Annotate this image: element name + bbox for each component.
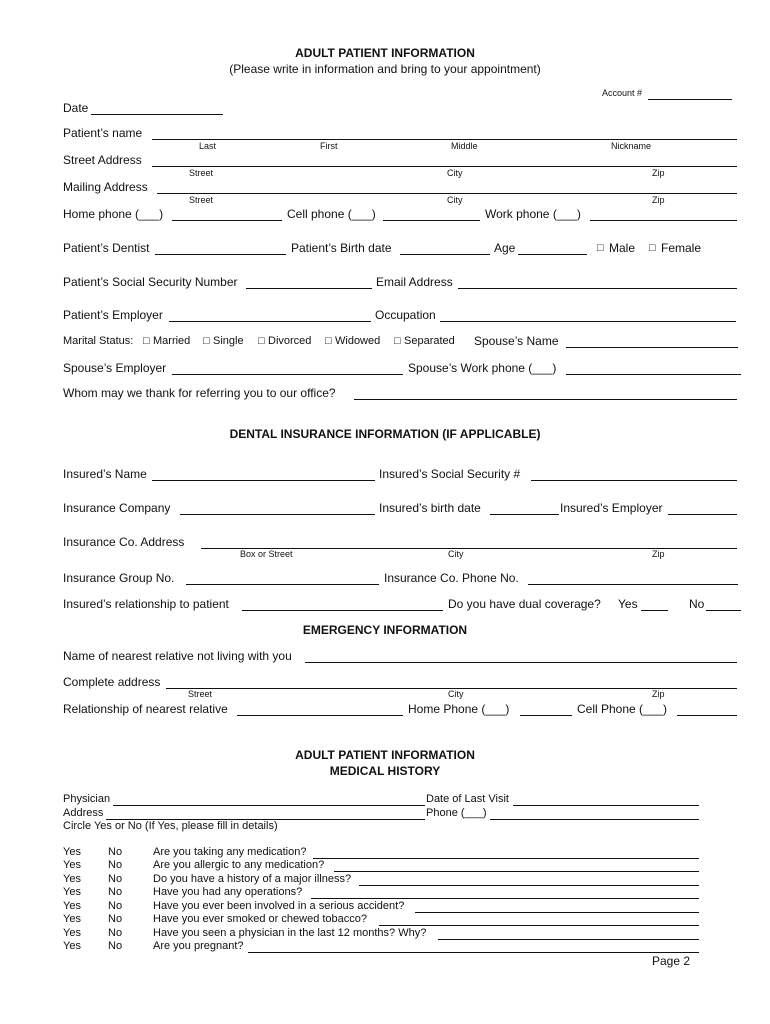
q5-yes[interactable]: Yes	[63, 900, 81, 912]
age-field[interactable]	[518, 254, 587, 255]
relative-cell-phone-field[interactable]	[677, 715, 737, 716]
ins-addr-sub-city: City	[448, 549, 464, 559]
q7-field[interactable]	[438, 939, 699, 940]
dual-coverage-yes[interactable]: Yes	[618, 597, 638, 611]
widowed-checkbox[interactable]: □	[325, 335, 332, 347]
q4-no[interactable]: No	[108, 886, 123, 898]
q5-text: Have you ever been involved in a serious accident?	[153, 900, 405, 912]
mailing-sub-zip: Zip	[652, 195, 665, 205]
relative-home-phone-field[interactable]	[520, 715, 572, 716]
form-title: ADULT PATIENT INFORMATION	[295, 46, 475, 60]
form-subtitle: (Please write in information and bring to your appointment)	[229, 62, 541, 76]
name-sub-last: Last	[199, 141, 217, 151]
dual-coverage-no[interactable]: No	[689, 597, 705, 611]
insured-employer-field[interactable]	[668, 514, 737, 515]
emg-addr-sub-zip: Zip	[652, 689, 665, 699]
married-label: Married	[153, 335, 191, 347]
birth-date-field[interactable]	[400, 254, 490, 255]
page-number: Page 2	[652, 954, 691, 968]
birth-date-label: Patient’s Birth date	[291, 241, 392, 255]
name-sub-first: First	[320, 141, 338, 151]
single-label: Single	[213, 335, 244, 347]
q2-field[interactable]	[334, 871, 699, 872]
q7-yes[interactable]: Yes	[63, 927, 81, 939]
q3-yes[interactable]: Yes	[63, 873, 81, 885]
work-phone-field[interactable]	[590, 220, 737, 221]
q2-no[interactable]: No	[108, 859, 123, 871]
spouse-employer-label: Spouse’s Employer	[63, 361, 167, 375]
home-phone-field[interactable]	[172, 220, 282, 221]
medical-address-label: Address	[63, 807, 104, 819]
male-checkbox[interactable]: □	[597, 242, 604, 254]
insurance-heading: DENTAL INSURANCE INFORMATION (IF APPLICABLE)	[229, 427, 541, 441]
medical-title: ADULT PATIENT INFORMATION	[295, 748, 475, 762]
q5-field[interactable]	[415, 912, 699, 913]
ins-addr-sub-street: Box or Street	[240, 549, 293, 559]
name-sub-nickname: Nickname	[611, 141, 652, 151]
q6-field[interactable]	[379, 925, 699, 926]
nearest-relative-label: Name of nearest relative not living with you	[63, 649, 292, 663]
group-no-field[interactable]	[186, 584, 379, 585]
insurance-phone-label: Insurance Co. Phone No.	[384, 571, 519, 585]
referral-label: Whom may we thank for referring you to our office?	[63, 386, 336, 400]
last-visit-field[interactable]	[513, 805, 699, 806]
account-field[interactable]	[648, 99, 732, 100]
insurance-company-field[interactable]	[180, 514, 375, 515]
q1-yes[interactable]: Yes	[63, 846, 81, 858]
married-checkbox[interactable]: □	[143, 335, 150, 347]
q3-text: Do you have a history of a major illness?	[153, 873, 352, 885]
q2-yes[interactable]: Yes	[63, 859, 81, 871]
q6-text: Have you ever smoked or chewed tobacco?	[153, 913, 368, 925]
street-address-field[interactable]	[152, 166, 737, 167]
male-label: Male	[609, 241, 636, 255]
relationship-label: Insured’s relationship to patient	[63, 597, 229, 611]
insured-employer-label: Insured’s Employer	[560, 501, 663, 515]
emergency-heading: EMERGENCY INFORMATION	[302, 623, 468, 637]
q8-no[interactable]: No	[108, 940, 123, 952]
employer-field[interactable]	[169, 321, 371, 322]
last-visit-label: Date of Last Visit	[426, 793, 509, 805]
email-field[interactable]	[458, 288, 737, 289]
dentist-field[interactable]	[155, 254, 286, 255]
street-sub-city: City	[447, 168, 463, 178]
q3-field[interactable]	[359, 885, 699, 886]
dual-no-field[interactable]	[706, 610, 741, 611]
occupation-label: Occupation	[375, 308, 436, 322]
age-label: Age	[494, 241, 516, 255]
medical-subtitle: MEDICAL HISTORY	[329, 764, 441, 778]
widowed-label: Widowed	[335, 335, 381, 347]
q5-no[interactable]: No	[108, 900, 123, 912]
mailing-sub-city: City	[447, 195, 463, 205]
spouse-work-phone-field[interactable]	[566, 374, 741, 375]
q1-no[interactable]: No	[108, 846, 123, 858]
email-label: Email Address	[376, 275, 453, 289]
complete-address-label: Complete address	[63, 675, 161, 689]
dual-coverage-label: Do you have dual coverage?	[448, 597, 601, 611]
q1-text: Are you taking any medication?	[153, 846, 307, 858]
home-phone-label: Home phone (___)	[63, 207, 164, 221]
q2-text: Are you allergic to any medication?	[153, 859, 325, 871]
divorced-checkbox[interactable]: □	[258, 335, 265, 347]
medical-phone-field[interactable]	[490, 819, 699, 820]
insured-name-label: Insured’s Name	[63, 467, 147, 481]
marital-status-label: Marital Status:	[63, 335, 134, 347]
insurance-company-label: Insurance Company	[63, 501, 171, 515]
insurance-address-label: Insurance Co. Address	[63, 535, 185, 549]
q8-text: Are you pregnant?	[153, 940, 244, 952]
emg-addr-sub-city: City	[448, 689, 464, 699]
relative-cell-phone-label: Cell Phone (___)	[577, 702, 668, 716]
spouse-employer-field[interactable]	[172, 374, 403, 375]
medical-phone-label: Phone (___)	[426, 807, 487, 819]
relative-relationship-label: Relationship of nearest relative	[63, 702, 228, 716]
nearest-relative-field[interactable]	[305, 662, 737, 663]
female-label: Female	[661, 241, 702, 255]
street-sub-zip: Zip	[652, 168, 665, 178]
circle-instructions: Circle Yes or No (If Yes, please fill in details)	[63, 820, 278, 832]
account-label: Account #	[602, 88, 643, 98]
insured-name-field[interactable]	[152, 480, 375, 481]
q4-text: Have you had any operations?	[153, 886, 303, 898]
ssn-field[interactable]	[246, 288, 372, 289]
q6-no[interactable]: No	[108, 913, 123, 925]
spouse-name-label: Spouse’s Name	[474, 334, 559, 348]
q8-field[interactable]	[248, 952, 699, 953]
single-checkbox[interactable]: □	[203, 335, 210, 347]
physician-label: Physician	[63, 793, 111, 805]
cell-phone-label: Cell phone (___)	[287, 207, 376, 221]
mailing-address-field[interactable]	[157, 193, 737, 194]
date-label: Date	[63, 101, 89, 115]
dentist-label: Patient’s Dentist	[63, 241, 150, 255]
referral-field[interactable]	[354, 399, 737, 400]
q1-field[interactable]	[313, 858, 699, 859]
female-checkbox[interactable]: □	[649, 242, 656, 254]
emg-addr-sub-street: Street	[188, 689, 213, 699]
q7-no[interactable]: No	[108, 927, 123, 939]
employer-label: Patient’s Employer	[63, 308, 163, 322]
occupation-field[interactable]	[440, 321, 736, 322]
street-address-label: Street Address	[63, 153, 142, 167]
cell-phone-field[interactable]	[383, 220, 480, 221]
street-sub-street: Street	[189, 168, 214, 178]
group-no-label: Insurance Group No.	[63, 571, 175, 585]
patient-name-field[interactable]	[152, 139, 737, 140]
q7-text: Have you seen a physician in the last 12 months? Why?	[153, 927, 427, 939]
mailing-sub-street: Street	[189, 195, 214, 205]
dual-yes-field[interactable]	[641, 610, 668, 611]
divorced-label: Divorced	[268, 335, 312, 347]
work-phone-label: Work phone (___)	[485, 207, 581, 221]
insured-ssn-field[interactable]	[531, 480, 737, 481]
q4-field[interactable]	[311, 898, 699, 899]
relative-relationship-field[interactable]	[237, 715, 403, 716]
mailing-address-label: Mailing Address	[63, 180, 148, 194]
insured-birth-date-field[interactable]	[490, 514, 559, 515]
name-sub-middle: Middle	[451, 141, 478, 151]
spouse-work-phone-label: Spouse’s Work phone (___)	[408, 361, 557, 375]
ssn-label: Patient’s Social Security Number	[63, 275, 238, 289]
relative-home-phone-label: Home Phone (___)	[408, 702, 510, 716]
q6-yes[interactable]: Yes	[63, 913, 81, 925]
ins-addr-sub-zip: Zip	[652, 549, 665, 559]
q8-yes[interactable]: Yes	[63, 940, 81, 952]
patient-name-label: Patient’s name	[63, 126, 143, 140]
date-field[interactable]	[91, 114, 223, 115]
insured-ssn-label: Insured’s Social Security #	[379, 467, 521, 481]
spouse-name-field[interactable]	[566, 347, 738, 348]
insurance-phone-field[interactable]	[528, 584, 738, 585]
separated-checkbox[interactable]: □	[394, 335, 401, 347]
q3-no[interactable]: No	[108, 873, 123, 885]
q4-yes[interactable]: Yes	[63, 886, 81, 898]
relationship-field[interactable]	[242, 610, 443, 611]
physician-field[interactable]	[113, 805, 425, 806]
separated-label: Separated	[404, 335, 455, 347]
insured-birth-date-label: Insured’s birth date	[379, 501, 481, 515]
